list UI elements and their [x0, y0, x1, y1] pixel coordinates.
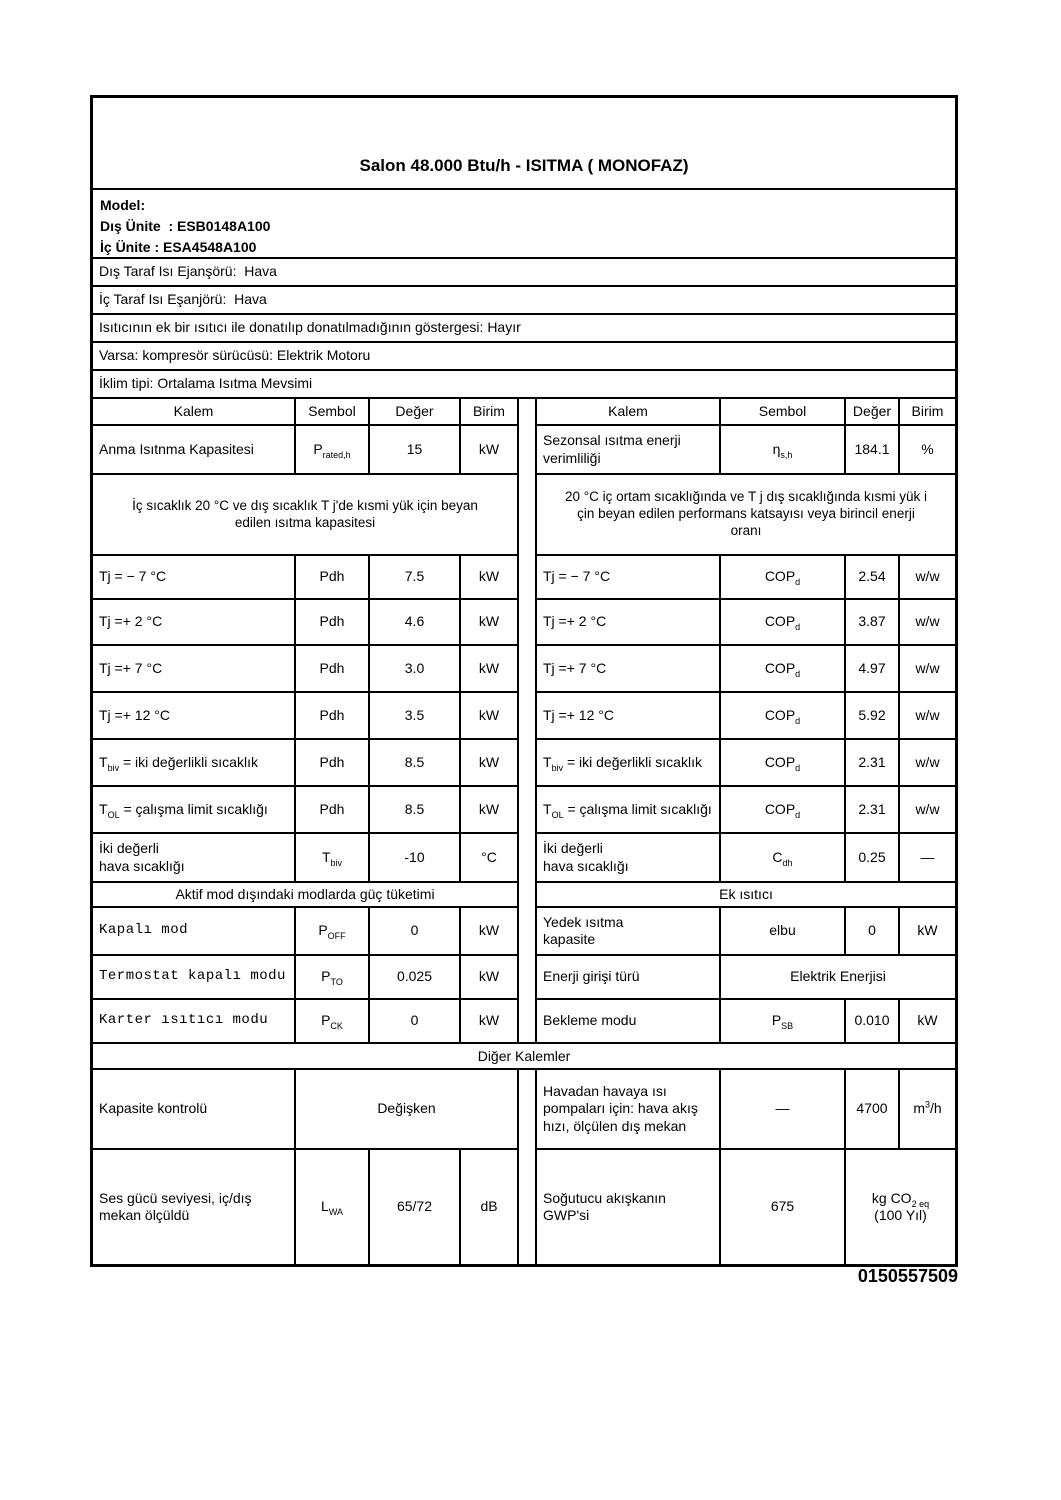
table-cell: Değer	[845, 399, 899, 425]
table-cell: $COP_d$	[720, 555, 845, 599]
table-row	[537, 399, 955, 425]
table-row	[537, 645, 955, 692]
table-cell: Soğutucu akışkanın GWP'si	[537, 1149, 720, 1264]
table-cell: Karter ısıtıcı modu	[93, 999, 295, 1042]
table-cell: 2.31	[845, 786, 899, 833]
other-items-left-table	[93, 1070, 517, 1264]
table-cell: kg $CO_{2 eq}$ (100 Yıl)	[845, 1149, 955, 1264]
table-cell: 4700	[845, 1070, 899, 1149]
table-cell: 3.0	[369, 645, 460, 692]
other-items-right-table	[537, 1070, 955, 1264]
table-cell: 20 °C iç ortam sıcaklığında ve T j dış sıcaklığında kısmi yük i çin beyan edilen performans katsayısı veya birincil enerji oranı	[537, 474, 955, 555]
table-row	[537, 833, 955, 882]
table-cell: $m^3/h$	[899, 1070, 955, 1149]
table-cell: İç sıcaklık 20 °C ve dış sıcaklık T j'de kısmi yük için beyan edilen ısıtma kapasitesi	[93, 474, 517, 555]
table-cell: 0.010	[845, 999, 899, 1042]
model-indoor-unit: İç Ünite : ESA4548A100	[100, 239, 257, 255]
table-cell: Sezonsal ısıtma enerji verimliliği	[537, 425, 720, 474]
table-cell: $C_{dh}$	[720, 833, 845, 882]
table-cell: °C	[460, 833, 517, 882]
table-cell: Birim	[899, 399, 955, 425]
table-cell: $P_{TO}$	[295, 955, 369, 999]
table-cell: Tj =+ 12 °C	[537, 692, 720, 739]
table-cell: 5.92	[845, 692, 899, 739]
spec-sheet	[90, 95, 958, 1267]
table-row	[93, 399, 517, 425]
info-row-indoor-exchanger: İç Taraf Isı Eşanjörü: Hava	[93, 285, 955, 313]
table-row	[93, 907, 517, 955]
table-cell: 0	[369, 999, 460, 1042]
table-cell: kW	[460, 692, 517, 739]
table-cell: Tj =+ 12 °C	[93, 692, 295, 739]
table-cell: kW	[460, 955, 517, 999]
table-cell: 3.87	[845, 599, 899, 645]
table-cell: $\eta_{s,h}$	[720, 425, 845, 474]
table-row	[93, 555, 517, 599]
table-gap-column	[517, 399, 537, 1042]
table-cell: $COP_d$	[720, 739, 845, 786]
table-cell: Yedek ısıtma kapasite	[537, 907, 720, 955]
table-cell: $T_{biv}$	[295, 833, 369, 882]
table-cell: Termostat kapalı modu	[93, 955, 295, 999]
table-row	[537, 599, 955, 645]
table-cell: Pdh	[295, 555, 369, 599]
table-cell: Tj = − 7 °C	[537, 555, 720, 599]
table-row	[93, 882, 517, 907]
table-cell: $P_{CK}$	[295, 999, 369, 1042]
model-label: Model:	[100, 197, 146, 213]
table-cell: Tj =+ 7 °C	[93, 645, 295, 692]
table-cell: Pdh	[295, 786, 369, 833]
table-cell: Kapasite kontrolü	[93, 1070, 295, 1149]
table-cell: 0	[369, 907, 460, 955]
table-cell: —	[899, 833, 955, 882]
table-cell: 65/72	[369, 1149, 460, 1264]
table-cell: Elektrik Enerjisi	[720, 955, 955, 999]
table-cell: 0.025	[369, 955, 460, 999]
table-cell: 4.6	[369, 599, 460, 645]
table-cell: $T_{OL}$ = çalışma limit sıcaklığı	[93, 786, 295, 833]
table-cell: 2.31	[845, 739, 899, 786]
table-row	[537, 425, 955, 474]
table-cell: Sembol	[720, 399, 845, 425]
table-cell: Değişken	[295, 1070, 517, 1149]
table-cell: Kalem	[93, 399, 295, 425]
table-row	[93, 1070, 517, 1149]
table-cell: Tj =+ 2 °C	[93, 599, 295, 645]
table-cell: $T_{biv}$ = iki değerlikli sıcaklık	[537, 739, 720, 786]
table-row	[93, 692, 517, 739]
table-cell: kW	[460, 739, 517, 786]
table-cell: Ek ısıtıcı	[537, 882, 955, 907]
table-cell: Bekleme modu	[537, 999, 720, 1042]
table-cell: $COP_d$	[720, 692, 845, 739]
table-cell: kW	[460, 786, 517, 833]
table-cell: Tj =+ 7 °C	[537, 645, 720, 692]
table-cell: 8.5	[369, 739, 460, 786]
table-cell: İki değerli hava sıcaklığı	[537, 833, 720, 882]
table-cell: Pdh	[295, 692, 369, 739]
table-cell: dB	[460, 1149, 517, 1264]
page-title: Salon 48.000 Btu/h - ISITMA ( MONOFAZ)	[359, 156, 689, 175]
info-row-climate-type: İklim tipi: Ortalama Isıtma Mevsimi	[93, 369, 955, 397]
table-row	[537, 692, 955, 739]
table-row	[537, 555, 955, 599]
table-cell: kW	[460, 999, 517, 1042]
table-cell: Tj = − 7 °C	[93, 555, 295, 599]
cop-efficiency-table	[537, 399, 955, 1042]
table-cell: Tj =+ 2 °C	[537, 599, 720, 645]
table-cell: Sembol	[295, 399, 369, 425]
table-row	[93, 786, 517, 833]
table-cell: Havadan havaya ısı pompaları için: hava akış hızı, ölçülen dış mekan	[537, 1070, 720, 1149]
table-cell: w/w	[899, 692, 955, 739]
other-items-header: Diğer Kalemler	[93, 1042, 955, 1070]
table-cell: 0.25	[845, 833, 899, 882]
table-cell: Ses gücü seviyesi, iç/dış mekan ölçüldü	[93, 1149, 295, 1264]
table-cell: 2.54	[845, 555, 899, 599]
table-cell: —	[720, 1070, 845, 1149]
table-gap-column	[517, 1070, 537, 1264]
table-cell: kW	[460, 599, 517, 645]
table-cell: -10	[369, 833, 460, 882]
table-cell: Pdh	[295, 599, 369, 645]
table-cell: elbu	[720, 907, 845, 955]
table-cell: kW	[460, 555, 517, 599]
spec-tables-top	[93, 397, 955, 1042]
table-cell: %	[899, 425, 955, 474]
table-cell: $P_{rated,h}$	[295, 425, 369, 474]
table-cell: kW	[899, 999, 955, 1042]
table-cell: $P_{OFF}$	[295, 907, 369, 955]
table-cell: kW	[460, 645, 517, 692]
table-cell: w/w	[899, 645, 955, 692]
table-cell: Kapalı mod	[93, 907, 295, 955]
table-cell: Anma Isıtnma Kapasitesi	[93, 425, 295, 474]
heating-capacity-table	[93, 399, 517, 1042]
table-cell: Değer	[369, 399, 460, 425]
table-cell: kW	[460, 425, 517, 474]
table-cell: 7.5	[369, 555, 460, 599]
table-row	[537, 786, 955, 833]
table-row	[93, 425, 517, 474]
table-cell: $COP_d$	[720, 786, 845, 833]
model-box	[93, 188, 955, 257]
table-cell: 15	[369, 425, 460, 474]
table-row	[93, 833, 517, 882]
table-row	[537, 882, 955, 907]
info-row-supplementary-heater: Isıtıcının ek bir ısıtıcı ile donatılıp donatılmadığının göstergesi: Hayır	[93, 313, 955, 341]
document-code: 0150557509	[857, 1266, 958, 1286]
table-cell: $COP_d$	[720, 645, 845, 692]
table-cell: Kalem	[537, 399, 720, 425]
table-cell: 184.1	[845, 425, 899, 474]
info-row-compressor-driver: Varsa: kompresör sürücüsü: Elektrik Motoru	[93, 341, 955, 369]
table-row	[93, 599, 517, 645]
table-cell: w/w	[899, 739, 955, 786]
table-row	[537, 1070, 955, 1149]
table-cell: $T_{biv}$ = iki değerlikli sıcaklık	[93, 739, 295, 786]
table-row	[93, 955, 517, 999]
table-cell: 0	[845, 907, 899, 955]
table-cell: Enerji girişi türü	[537, 955, 720, 999]
table-row	[93, 645, 517, 692]
table-cell: Birim	[460, 399, 517, 425]
spec-tables-bottom	[93, 1070, 955, 1264]
table-row	[537, 474, 955, 555]
table-cell: Pdh	[295, 645, 369, 692]
table-cell: $P_{SB}$	[720, 999, 845, 1042]
table-cell: $COP_d$	[720, 599, 845, 645]
model-outdoor-unit: Dış Ünite : ESB0148A100	[100, 218, 271, 234]
table-cell: 675	[720, 1149, 845, 1264]
table-row	[93, 739, 517, 786]
table-row	[537, 907, 955, 955]
table-cell: w/w	[899, 786, 955, 833]
table-row	[537, 955, 955, 999]
table-row	[93, 999, 517, 1042]
table-cell: kW	[460, 907, 517, 955]
table-cell: kW	[899, 907, 955, 955]
table-cell: $L_{WA}$	[295, 1149, 369, 1264]
table-cell: 3.5	[369, 692, 460, 739]
table-cell: İki değerli hava sıcaklığı	[93, 833, 295, 882]
table-row	[537, 1149, 955, 1264]
info-row-outdoor-exchanger: Dış Taraf Isı Ejanşörü: Hava	[93, 257, 955, 285]
table-cell: 8.5	[369, 786, 460, 833]
table-row	[93, 474, 517, 555]
table-row	[537, 999, 955, 1042]
table-cell: Aktif mod dışındaki modlarda güç tüketimi	[93, 882, 517, 907]
table-cell: 4.97	[845, 645, 899, 692]
table-row	[537, 739, 955, 786]
table-cell: w/w	[899, 599, 955, 645]
table-cell: Pdh	[295, 739, 369, 786]
table-row	[93, 1149, 517, 1264]
table-cell: $T_{OL}$ = çalışma limit sıcaklığı	[537, 786, 720, 833]
table-cell: w/w	[899, 555, 955, 599]
